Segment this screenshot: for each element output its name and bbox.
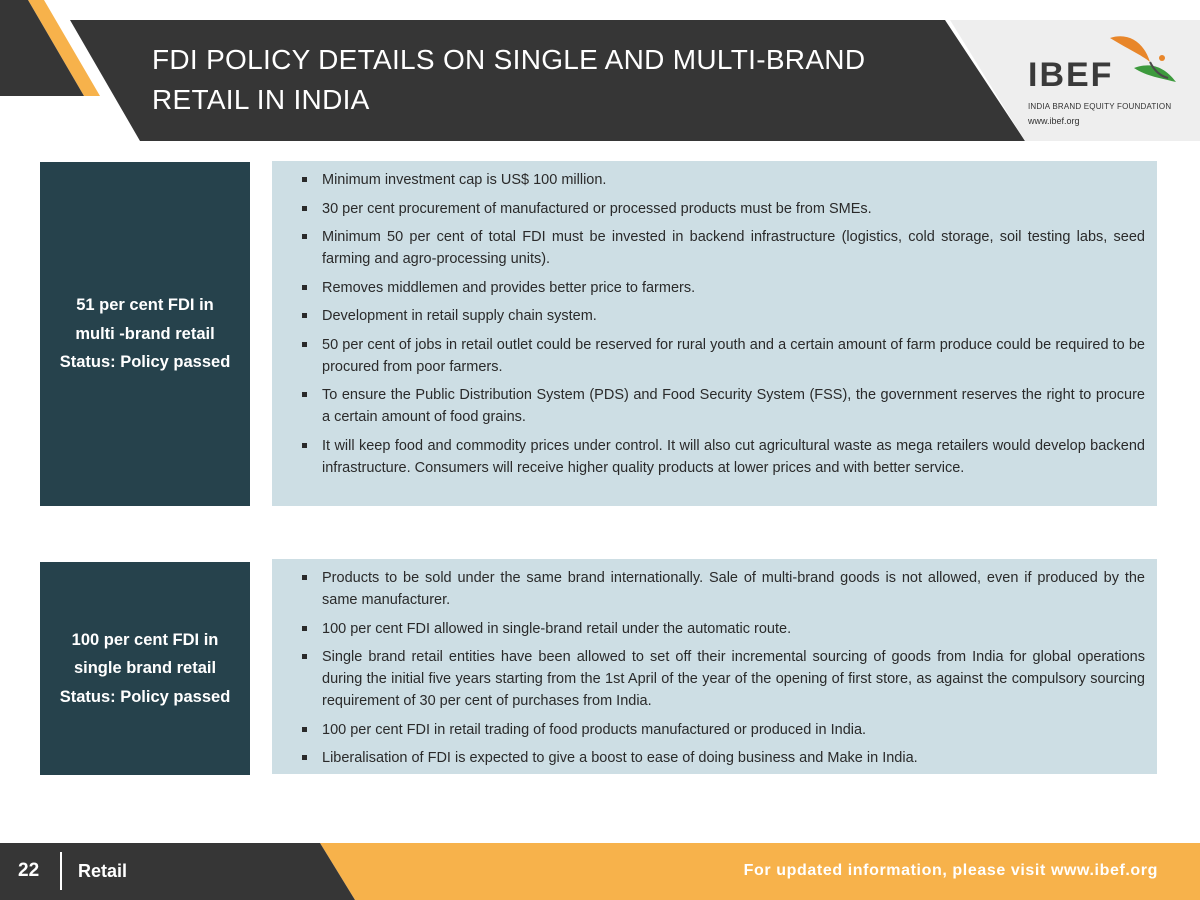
single-brand-details-box bbox=[272, 559, 1157, 774]
bullet-square-icon bbox=[302, 342, 307, 347]
single-brand-bullet-list bbox=[300, 567, 1145, 769]
ibef-logo bbox=[1024, 30, 1189, 130]
bullet-square-icon bbox=[302, 177, 307, 182]
single-brand-label-line-1: 100 per cent FDI in bbox=[71, 630, 219, 649]
list-item bbox=[300, 618, 1145, 640]
list-item bbox=[300, 567, 1145, 611]
page-number: 22 bbox=[18, 860, 40, 881]
multi-brand-label-box bbox=[40, 162, 250, 506]
bullet-text: To ensure the Public Distribution System (PDS) and Food Security System (FSS), the government reserves the right to procure a certain amount of food grains. bbox=[322, 387, 1145, 425]
list-item bbox=[300, 435, 1145, 479]
footer-divider bbox=[60, 852, 62, 890]
single-brand-label-box bbox=[40, 562, 250, 775]
multi-brand-bullet-list bbox=[300, 169, 1145, 479]
bullet-square-icon bbox=[302, 392, 307, 397]
multi-brand-label-line-2: multi -brand retail bbox=[75, 324, 215, 343]
bullet-square-icon bbox=[302, 755, 307, 760]
logo-subtitle: INDIA BRAND EQUITY FOUNDATION bbox=[1028, 102, 1172, 111]
list-item bbox=[300, 646, 1145, 712]
bullet-text: 30 per cent procurement of manufactured or processed products must be from SMEs. bbox=[322, 200, 872, 217]
list-item bbox=[300, 305, 1145, 327]
logo-url: www.ibef.org bbox=[1028, 116, 1080, 126]
bullet-square-icon bbox=[302, 313, 307, 318]
multi-brand-label-line-3: Status: Policy passed bbox=[59, 353, 231, 372]
list-item bbox=[300, 169, 1145, 191]
bullet-text: Minimum investment cap is US$ 100 million. bbox=[322, 172, 607, 188]
footer-dark-band bbox=[0, 843, 355, 900]
bullet-text: Single brand retail entities have been allowed to set off their incremental sourcing of goods from India for global operations during the initial five years starting from the 1st April of the year of the opening of first store, as against the compulsory sourcing requirement of 30 per cent of purchases from India. bbox=[322, 649, 1145, 709]
bullet-text: Liberalisation of FDI is expected to give a boost to ease of doing business and Make in India. bbox=[322, 750, 918, 766]
bullet-text: Removes middlemen and provides better price to farmers. bbox=[322, 279, 696, 296]
page-title-line-1: FDI POLICY DETAILS ON SINGLE AND MULTI-BRAND bbox=[152, 44, 866, 75]
bullet-text: Products to be sold under the same brand internationally. Sale of multi-brand goods is not allowed, even if produced by the same manufacturer. bbox=[322, 570, 1145, 608]
bullet-text: Minimum 50 per cent of total FDI must be invested in backend infrastructure (logistics, cold storage, soil testing labs, seed farming and agro-processing units). bbox=[322, 229, 1145, 267]
list-item bbox=[300, 384, 1145, 428]
bullet-square-icon bbox=[302, 285, 307, 290]
list-item bbox=[300, 747, 1145, 769]
logo-wordmark: IBEF bbox=[1028, 56, 1114, 94]
footer-section-label: Retail bbox=[78, 861, 128, 881]
bullet-square-icon bbox=[302, 727, 307, 732]
page-title bbox=[152, 40, 952, 120]
list-item bbox=[300, 198, 1145, 220]
bullet-square-icon bbox=[302, 575, 307, 580]
bullet-text: 50 per cent of jobs in retail outlet could be reserved for rural youth and a certain amount of farm produce could be required to be procured from poor farmers. bbox=[322, 336, 1145, 375]
bullet-text: 100 per cent FDI in retail trading of food products manufactured or produced in India. bbox=[322, 721, 867, 738]
bullet-text: It will keep food and commodity prices under control. It will also cut agricultural waste as mega retailers would develop backend infrastructure. Consumers will receive higher quality products at lower prices and with better service. bbox=[322, 437, 1145, 476]
multi-brand-details-box bbox=[272, 161, 1157, 506]
bullet-square-icon bbox=[302, 626, 307, 631]
list-item bbox=[300, 719, 1145, 741]
bullet-square-icon bbox=[302, 443, 307, 448]
bullet-text: 100 per cent FDI allowed in single-brand retail under the automatic route. bbox=[322, 620, 792, 637]
bullet-square-icon bbox=[302, 654, 307, 659]
footer-note: For updated information, please visit www.ibef.org bbox=[743, 862, 1158, 879]
list-item bbox=[300, 226, 1145, 270]
multi-brand-label-line-1: 51 per cent FDI in bbox=[76, 296, 214, 315]
single-brand-label-line-2: single brand retail bbox=[73, 659, 217, 678]
list-item bbox=[300, 277, 1145, 299]
bullet-text: Development in retail supply chain system. bbox=[322, 308, 597, 324]
page-title-line-2: RETAIL IN INDIA bbox=[152, 84, 370, 115]
single-brand-label-line-3: Status: Policy passed bbox=[59, 687, 231, 706]
bird-icon bbox=[1106, 32, 1186, 90]
list-item bbox=[300, 334, 1145, 378]
bullet-square-icon bbox=[302, 234, 307, 239]
bullet-square-icon bbox=[302, 206, 307, 211]
